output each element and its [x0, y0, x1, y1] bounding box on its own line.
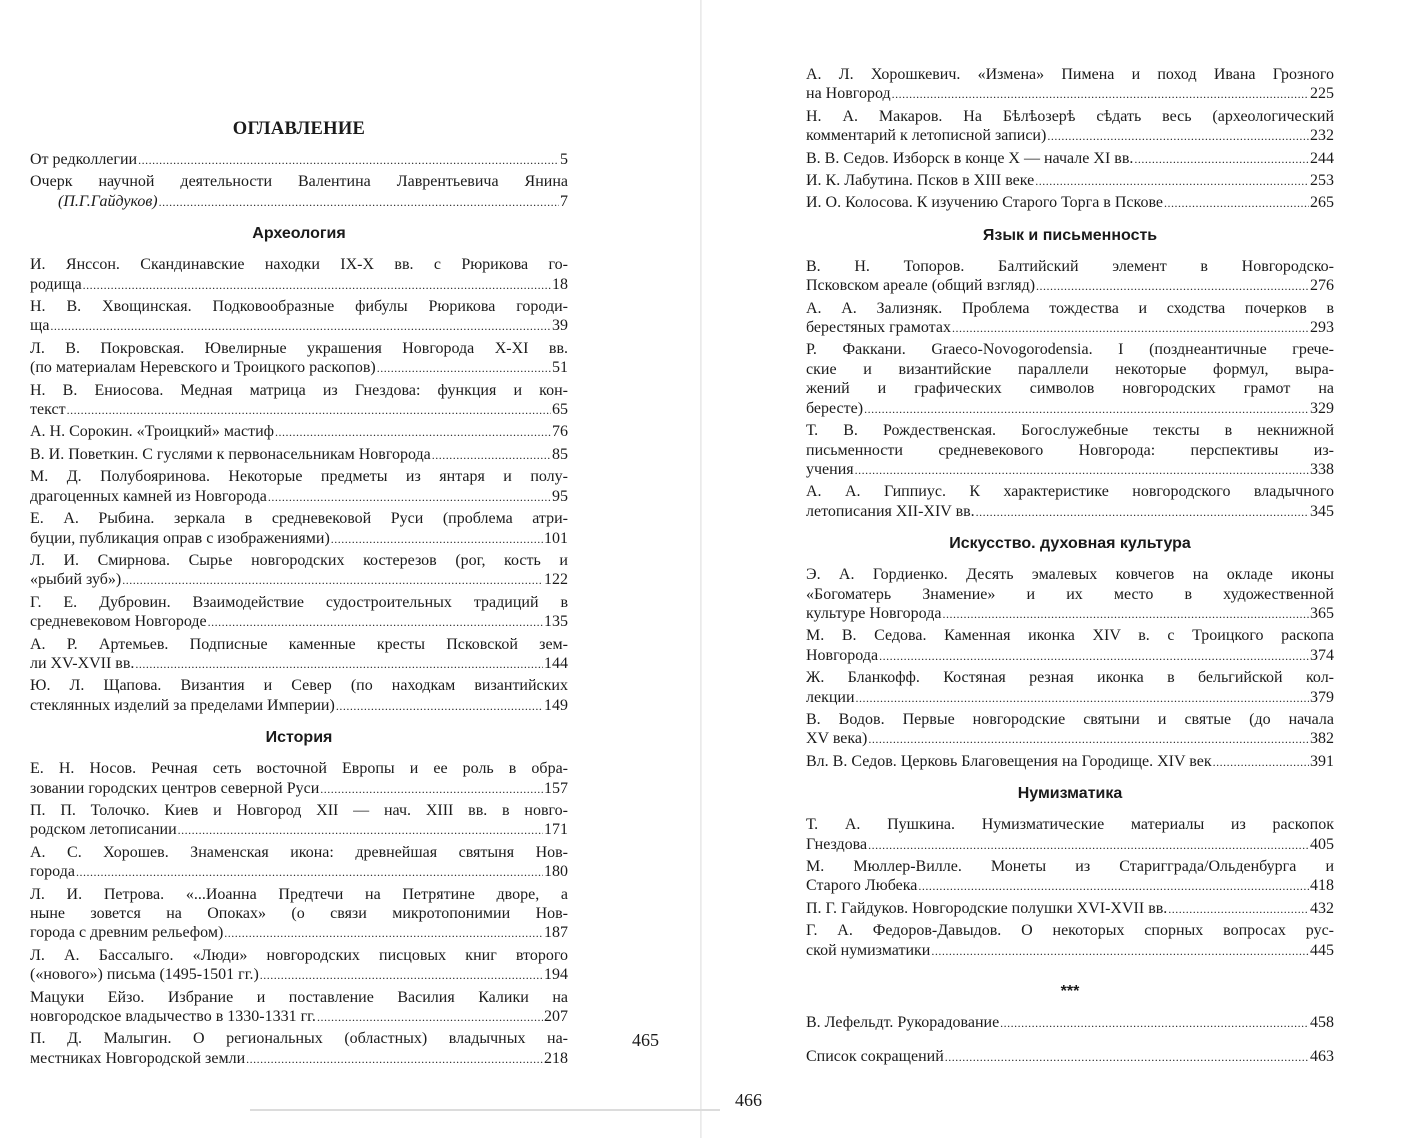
dot-leader — [208, 613, 543, 632]
entry-title-line: А. С. Хорошев. Знаменская икона: древнейшая святыня Нов- — [30, 843, 568, 861]
toc-entry — [30, 255, 568, 295]
page-reference: 418 — [1310, 877, 1334, 895]
dot-leader — [856, 689, 1309, 708]
dot-leader — [432, 446, 551, 465]
page-reference: 95 — [552, 487, 568, 505]
entry-title-tail: ской нумизматики — [806, 941, 931, 959]
toc-entry — [806, 921, 1334, 961]
toc-entry — [30, 297, 568, 337]
toc-section — [806, 227, 1334, 522]
dot-leader — [1047, 127, 1309, 146]
entry-title-tail: Псковском ареале (общий взгляд) — [806, 277, 1036, 295]
entry-title-line: Е. Н. Носов. Речная сеть восточной Европы и ее роль в обра- — [30, 760, 568, 778]
page-reference: 135 — [544, 613, 568, 631]
dot-leader — [320, 780, 543, 799]
entry-last-line — [30, 445, 568, 465]
entry-title-line: М. В. Седова. Каменная иконка XIV в. с Троицкого раскопа — [806, 627, 1334, 645]
toc-section — [30, 729, 568, 1069]
entry-title-tail: новгородское владычество в 1330-1331 гг. — [30, 1008, 316, 1026]
dot-leader — [1000, 1014, 1309, 1033]
entry-title-tail: бересте) — [806, 399, 864, 417]
page-reference: 85 — [552, 445, 568, 463]
page-number-left: 465 — [632, 1030, 659, 1050]
section-divider-stars: *** — [1060, 983, 1080, 1001]
page-reference: 157 — [544, 779, 568, 797]
entry-title-tail: местниках Новгородской земли — [30, 1049, 246, 1067]
entry-last-line — [806, 1047, 1334, 1067]
right-sections — [806, 227, 1334, 961]
page-reference: 293 — [1310, 319, 1334, 337]
page-reference: 218 — [544, 1049, 568, 1067]
entry-title-line: Э. А. Гордиенко. Десять эмалевых ковчегов на окладе иконы — [806, 566, 1334, 584]
entry-title-tail: И. К. Лабутина. Псков в XIII веке — [806, 172, 1035, 190]
entry-last-line — [30, 779, 568, 799]
page-reference: 39 — [552, 317, 568, 335]
dot-leader — [868, 836, 1309, 855]
entry-title-tail: П. Г. Гайдуков. Новгородские полушки XVI-XVII вв. — [806, 899, 1168, 917]
page-reference: 445 — [1310, 941, 1334, 959]
toc-entry — [30, 172, 568, 212]
entry-title-tail: (П.Г.Гайдуков) — [58, 192, 158, 210]
right-page — [806, 65, 1334, 1070]
entry-title-line: ские и византийские параллели некоторые формул, выра- — [806, 360, 1334, 378]
page-reference: 379 — [1310, 688, 1334, 706]
entry-last-line — [30, 422, 568, 442]
page-reference: 374 — [1310, 646, 1334, 664]
entry-title-tail: драгоценных камней из Новгорода — [30, 487, 267, 505]
entry-last-line — [30, 820, 568, 840]
entry-title-line: Ю. Л. Щапова. Византия и Север (по находкам византийских — [30, 677, 568, 695]
entry-last-line — [806, 1013, 1334, 1033]
entry-last-line — [806, 876, 1334, 896]
toc-entry — [806, 257, 1334, 297]
dot-leader — [1164, 194, 1309, 213]
entry-title-tail: («нового») письма (1495-1501 гг.) — [30, 966, 259, 984]
toc-entry — [806, 149, 1334, 169]
section-title: История — [265, 729, 333, 747]
entry-title-line: В. Н. Топоров. Балтийский элемент в Новгородско- — [806, 257, 1334, 275]
entry-last-line — [806, 899, 1334, 919]
entry-title-tail: учения — [806, 460, 854, 478]
entry-title-line: П. П. Толочко. Киев и Новгород XII — нач. XIII вв. в новго- — [30, 801, 568, 819]
entry-title-line: Г. Е. Дубровин. Взаимодействие судостроительных традиций в — [30, 593, 568, 611]
entry-title-tail: В. И. Поветкин. С гуслями к первонасельникам Новгорода — [30, 445, 431, 463]
entry-last-line — [806, 460, 1334, 480]
entry-title-tail: В. В. Седов. Изборск в конце X — начале XI вв. — [806, 149, 1134, 167]
entry-title-line: Р. Факкани. Graeco-Novogorodensia. I (позднеантичные грече- — [806, 341, 1334, 359]
entry-last-line — [30, 965, 568, 985]
entry-title-line: В. Водов. Первые новгородские святыни и святые (до начала — [806, 710, 1334, 728]
page-reference: 244 — [1310, 149, 1334, 167]
toc-entry — [30, 467, 568, 507]
entry-title-tail: на Новгород — [806, 85, 891, 103]
entry-title-tail: Вл. В. Седов. Церковь Благовещения на Городище. XIV век — [806, 752, 1212, 770]
page-reference: 365 — [1310, 604, 1334, 622]
page-reference: 65 — [552, 401, 568, 419]
dot-leader — [1213, 753, 1309, 772]
toc-entry — [30, 445, 568, 465]
entry-title-line: жений и графических символов новгородских грамот на — [806, 380, 1334, 398]
entry-title-line: А. А. Зализняк. Проблема тождества и сходства почерков в — [806, 299, 1334, 317]
dot-leader — [377, 359, 551, 378]
toc-entry — [806, 340, 1334, 419]
dot-leader — [246, 1050, 543, 1069]
entry-title-tail: комментарий к летописной записи) — [806, 127, 1047, 145]
entry-last-line — [30, 570, 568, 590]
dot-leader — [67, 401, 551, 420]
toc-entry — [30, 381, 568, 421]
page-reference: 463 — [1310, 1048, 1334, 1066]
entry-last-line — [806, 688, 1334, 708]
entry-last-line — [30, 1049, 568, 1069]
entry-last-line — [30, 923, 568, 943]
page-reference: 458 — [1310, 1014, 1334, 1032]
entry-last-line — [30, 696, 568, 716]
entry-title-tail: зовании городских центров северной Руси — [30, 779, 320, 797]
section-title: Археология — [252, 225, 346, 243]
tail-entries — [806, 1013, 1334, 1068]
dot-leader — [1134, 150, 1309, 169]
toc-entry — [30, 551, 568, 591]
entry-title-line: Н. В. Ениосова. Медная матрица из Гнездова: функция и кон- — [30, 381, 568, 399]
dot-leader — [50, 317, 551, 336]
toc-entry — [30, 150, 568, 170]
dot-leader — [952, 319, 1309, 338]
dot-leader — [331, 530, 543, 549]
toc-entry — [30, 1029, 568, 1069]
entry-title-line: Н. А. Макаров. На Бѣлѣозерѣ сѣдать весь (археологический — [806, 107, 1334, 125]
dot-leader — [942, 605, 1309, 624]
entry-last-line — [806, 835, 1334, 855]
toc-entry — [30, 801, 568, 841]
toc-section — [806, 785, 1334, 961]
entry-last-line — [30, 150, 568, 170]
entry-last-line — [806, 149, 1334, 169]
page-reference: 171 — [544, 821, 568, 839]
entry-title-tail: культуре Новгорода — [806, 604, 942, 622]
section-title: Искусство. духовная культура — [949, 535, 1191, 553]
entry-last-line — [806, 318, 1334, 338]
entry-last-line — [806, 171, 1334, 191]
entry-last-line — [30, 654, 568, 674]
toc-entry — [806, 710, 1334, 750]
entry-last-line — [806, 646, 1334, 666]
dot-leader — [268, 488, 551, 507]
left-sections — [30, 225, 568, 1069]
toc-entry — [806, 299, 1334, 339]
toc-entry — [806, 857, 1334, 897]
toc-entry — [30, 509, 568, 549]
entry-last-line — [806, 502, 1334, 522]
toc-entry — [30, 885, 568, 944]
entry-title-line: ныне зовется на Опоках» (о связи микротопонимии Нов- — [30, 905, 568, 922]
entry-title-line: Г. А. Федоров-Давыдов. О некоторых спорных вопросах рус- — [806, 922, 1334, 940]
entry-last-line — [30, 275, 568, 295]
entry-last-line — [806, 729, 1334, 749]
page-reference: 382 — [1310, 730, 1334, 748]
entry-title-line: М. Д. Полубояринова. Некоторые предметы из янтаря и полу- — [30, 468, 568, 486]
toc-entry — [806, 193, 1334, 213]
entry-title-tail: Список сокращений — [806, 1048, 944, 1066]
toc-entry — [806, 899, 1334, 919]
entry-title-tail: XV века) — [806, 730, 868, 748]
entry-title-line: А. А. Гиппиус. К характеристике новгородского владычного — [806, 483, 1334, 501]
dot-leader — [135, 655, 543, 674]
toc-entry — [30, 946, 568, 986]
entry-title-line: А. Л. Хорошкевич. «Измена» Пимена и поход Ивана Грозного — [806, 66, 1334, 83]
entry-last-line — [30, 487, 568, 507]
entry-title-tail: текст — [30, 401, 66, 419]
entry-last-line — [806, 276, 1334, 296]
page-reference: 7 — [560, 192, 568, 210]
entry-last-line — [806, 126, 1334, 146]
entry-title-tail: «рыбий зуб») — [30, 571, 122, 589]
entry-last-line — [30, 400, 568, 420]
entry-title-tail: ли XV-XVII вв. — [30, 654, 135, 672]
entry-last-line — [806, 941, 1334, 961]
page-reference: 391 — [1310, 752, 1334, 770]
toc-entry — [806, 752, 1334, 772]
entry-title-line: Л. И. Смирнова. Сырье новгородских костерезов (рог, кость и — [30, 551, 568, 569]
entry-last-line — [30, 192, 568, 212]
entry-last-line — [806, 84, 1334, 104]
entry-title-tail: А. Н. Сорокин. «Троицкий» мастиф — [30, 423, 275, 441]
entry-title-tail: Новгорода — [806, 646, 879, 664]
entry-last-line — [806, 399, 1334, 419]
toc-entry — [806, 626, 1334, 666]
entry-title-tail: стеклянных изделий за пределами Империи) — [30, 696, 335, 714]
entry-title-tail: буции, публикация оправ с изображениями) — [30, 529, 330, 547]
page-reference: 18 — [552, 275, 568, 293]
toc-entry — [30, 339, 568, 379]
entry-last-line — [30, 612, 568, 632]
page-gutter — [700, 0, 702, 1138]
dot-leader — [931, 942, 1309, 961]
dot-leader — [1035, 172, 1309, 191]
page-reference: 225 — [1310, 85, 1334, 103]
page-reference: 187 — [544, 924, 568, 942]
entry-title-tail: летописания XII-XIV вв. — [806, 502, 975, 520]
toc-entry — [806, 565, 1334, 624]
page-reference: 432 — [1310, 899, 1334, 917]
dot-leader — [918, 877, 1309, 896]
toc-entry — [806, 171, 1334, 191]
entry-title-line: М. Мюллер-Вилле. Монеты из Старигграда/Ольденбурга и — [806, 858, 1334, 875]
dot-leader — [855, 461, 1309, 480]
page-reference: 144 — [544, 654, 568, 672]
section-title: Язык и письменность — [982, 226, 1158, 244]
entry-title-line: «Богоматерь Знамение» и их место в художественной — [806, 585, 1334, 603]
toc-section — [30, 225, 568, 716]
entry-last-line — [806, 193, 1334, 213]
entry-last-line — [806, 752, 1334, 772]
dot-leader — [945, 1048, 1309, 1067]
dot-leader — [336, 697, 543, 716]
entry-title-line: Л. В. Покровская. Ювелирные украшения Новгорода X-XI вв. — [30, 339, 568, 357]
entry-title-tail: средневековом Новгороде — [30, 613, 207, 631]
contents-heading: ОГЛАВЛЕНИЕ — [232, 119, 366, 139]
entry-title-tail: Гнездова — [806, 835, 868, 853]
dot-leader — [76, 863, 543, 882]
page-reference: 329 — [1310, 399, 1334, 417]
page-reference: 345 — [1310, 502, 1334, 520]
dot-leader — [317, 1008, 543, 1027]
toc-entry — [30, 593, 568, 633]
dot-leader — [178, 821, 543, 840]
dot-leader — [892, 85, 1309, 104]
page-number-right: 466 — [735, 1090, 762, 1110]
entry-title-line: Н. В. Хвощинская. Подковообразные фибулы Рюрикова городи- — [30, 298, 568, 316]
page-reference: 122 — [544, 571, 568, 589]
toc-entry — [806, 482, 1334, 522]
entry-title-line: Очерк научной деятельности Валентина Лаврентьевича Янина — [30, 173, 568, 191]
entry-title-line: И. Янссон. Скандинавские находки IX-X вв. с Рюрикова го- — [30, 256, 568, 274]
page-reference: 232 — [1310, 127, 1334, 145]
dot-leader — [868, 730, 1309, 749]
entry-last-line — [30, 862, 568, 882]
entry-title-line: Е. А. Рыбина. зеркала в средневековой Руси (проблема атри- — [30, 510, 568, 528]
entry-title-tail: Старого Любека — [806, 877, 918, 895]
page-reference: 180 — [544, 863, 568, 881]
entry-last-line — [30, 1007, 568, 1027]
intro-entries — [30, 150, 568, 212]
entry-title-tail: города с древним рельефом) — [30, 924, 224, 942]
toc-entry — [806, 421, 1334, 480]
entry-title-line: Ж. Бланкофф. Костяная резная иконка в бельгийской кол- — [806, 669, 1334, 687]
entry-title-line: Т. А. Пушкина. Нумизматические материалы из раскопок — [806, 816, 1334, 834]
page-reference: 253 — [1310, 172, 1334, 190]
toc-entry — [806, 815, 1334, 855]
entry-last-line — [30, 316, 568, 336]
toc-entry — [806, 1047, 1334, 1067]
dot-leader — [83, 276, 551, 295]
entry-title-line: письменности средневекового Новгорода: перспективы из- — [806, 441, 1334, 459]
page-reference: 338 — [1310, 460, 1334, 478]
continued-entries — [806, 65, 1334, 214]
entry-title-tail: ща — [30, 317, 50, 335]
entry-title-tail: И. О. Колосова. К изучению Старого Торга в Пскове — [806, 194, 1164, 212]
page-edge-shadow — [250, 1109, 720, 1111]
entry-title-tail: В. Лефельдт. Рукорадование — [806, 1014, 1000, 1032]
toc-entry — [30, 422, 568, 442]
entry-title-tail: города — [30, 863, 75, 881]
left-page — [30, 100, 568, 1071]
dot-leader — [224, 924, 543, 943]
entry-title-tail: (по материалам Неревского и Троицкого раскопов) — [30, 359, 376, 377]
entry-title-line: Л. И. Петрова. «...Иоанна Предтечи на Петрятине дворе, а — [30, 885, 568, 903]
toc-entry — [806, 1013, 1334, 1033]
dot-leader — [159, 193, 559, 212]
dot-leader — [275, 423, 551, 442]
entry-title-line: Мацуки Ейзо. Избрание и поставление Василия Калики на — [30, 988, 568, 1006]
dot-leader — [1168, 900, 1309, 919]
toc-entry — [30, 759, 568, 799]
page-reference: 405 — [1310, 835, 1334, 853]
entry-title-tail: родском летописании — [30, 821, 177, 839]
entry-title-line: Т. В. Рождественская. Богослужебные тексты в некнижной — [806, 422, 1334, 440]
toc-entry — [806, 65, 1334, 105]
toc-entry — [30, 676, 568, 716]
page-reference: 51 — [552, 359, 568, 377]
page-reference: 194 — [544, 966, 568, 984]
entry-title-tail: От редколлегии — [30, 151, 138, 168]
entry-title-tail: родища — [30, 275, 82, 293]
toc-entry — [806, 668, 1334, 708]
toc-entry — [806, 107, 1334, 147]
dot-leader — [138, 151, 559, 170]
toc-entry — [30, 988, 568, 1028]
entry-title-tail: лекции — [806, 688, 855, 706]
entry-title-line: А. Р. Артемьев. Подписные каменные кресты Псковской зем- — [30, 635, 568, 653]
dot-leader — [976, 503, 1309, 522]
toc-entry — [30, 843, 568, 883]
page-reference: 76 — [552, 423, 568, 441]
page-reference: 276 — [1310, 277, 1334, 295]
entry-last-line — [30, 529, 568, 549]
dot-leader — [879, 647, 1309, 666]
dot-leader — [864, 400, 1309, 419]
dot-leader — [260, 966, 543, 985]
entry-last-line — [30, 358, 568, 378]
page-reference: 5 — [560, 151, 568, 168]
entry-last-line — [806, 604, 1334, 624]
page-reference: 265 — [1310, 194, 1334, 212]
entry-title-line: Л. А. Бассалыго. «Люди» новгородских писцовых книг второго — [30, 946, 568, 964]
page-reference: 149 — [544, 696, 568, 714]
toc-section — [806, 535, 1334, 772]
entry-title-tail: берестяных грамотах — [806, 319, 951, 337]
entry-title-line: П. Д. Малыгин. О региональных (областных) владычных на- — [30, 1030, 568, 1048]
toc-entry — [30, 635, 568, 675]
dot-leader — [1036, 277, 1309, 296]
dot-leader — [122, 571, 543, 590]
section-title: Нумизматика — [1017, 785, 1123, 803]
page-reference: 101 — [544, 529, 568, 547]
page-reference: 207 — [544, 1008, 568, 1026]
